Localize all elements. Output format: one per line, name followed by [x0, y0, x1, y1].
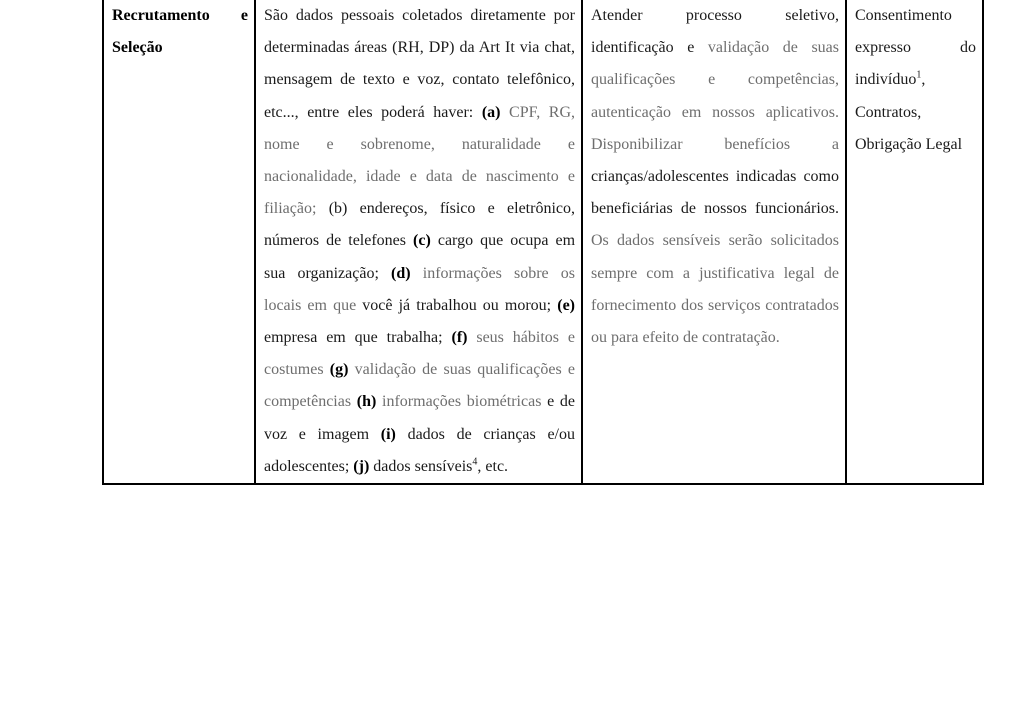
data-treatment-table: [102, 0, 984, 485]
item-i-label: (i): [380, 425, 396, 443]
purpose-cell: [582, 0, 846, 484]
table-row: [103, 0, 983, 484]
legal-basis-cell: [846, 0, 983, 484]
category-line-2: Seleção: [112, 39, 163, 57]
purpose-part-2: validação de suas qualificações e competências, autenticação em nossos aplicativos. Disponibilizar benefícios a: [591, 39, 840, 153]
item-j-text: dados sensíveis: [369, 457, 473, 475]
item-j-end: , etc.: [477, 457, 509, 475]
item-d-text-2: você já trabalhou ou morou;: [356, 296, 558, 314]
footnote-ref-4: 4: [472, 456, 478, 468]
footnote-ref-1: 1: [916, 70, 922, 82]
item-f-text: seus hábitos e costumes: [264, 329, 576, 379]
item-h-text: informações biométricas: [376, 393, 548, 411]
item-b-text: (b) endereços, físico e eletrônico, números de telefones: [264, 200, 575, 250]
category-line-1: Recrutamento e: [112, 7, 248, 24]
item-f-label: (f): [451, 329, 468, 347]
item-e-label: (e): [557, 296, 575, 314]
purpose-part-3: crianças/adolescentes indicadas como beneficiárias de nossos funcionários.: [591, 168, 839, 218]
item-c-label: (c): [413, 232, 431, 250]
legal-basis-part-2: , Contratos, Obrigação Legal: [855, 71, 963, 153]
item-g-label: (g): [329, 361, 349, 379]
item-h-label: (h): [356, 393, 377, 411]
item-i-text: dados de crianças e/ou adolescentes;: [264, 425, 575, 475]
item-e-text: empresa em que trabalha;: [264, 329, 452, 347]
item-c-text: cargo que ocupa em sua organização;: [264, 232, 576, 282]
category-cell: [103, 0, 255, 484]
description-intro: São dados pessoais coletados diretamente por determinadas áreas (RH, DP) da Art It via chat, mensagem de texto e voz, contato telefônico, etc..., entre eles poderá haver:: [264, 7, 575, 121]
description-cell: [255, 0, 582, 484]
item-d-text: informações sobre os locais em que: [264, 264, 575, 314]
item-a-label: (a): [481, 103, 501, 121]
legal-basis-part-1: Consentimento expresso do indivíduo: [855, 7, 976, 89]
purpose-part-1: Atender processo seletivo, identificação e: [591, 7, 839, 57]
purpose-part-4: Os dados sensíveis serão solicitados sempre com a justificativa legal de fornecimento dos serviços contratados ou para efeito de contratação.: [591, 232, 839, 347]
item-j-label: (j): [353, 457, 370, 475]
item-h-text-2: e de voz e imagem: [264, 393, 575, 443]
item-g-text: validação de suas qualificações e competências: [264, 361, 576, 411]
item-a-text: CPF, RG, nome e sobrenome, naturalidade e nacionalidade, idade e data de nascimento e filiação;: [264, 103, 575, 218]
item-d-label: (d): [391, 264, 411, 282]
